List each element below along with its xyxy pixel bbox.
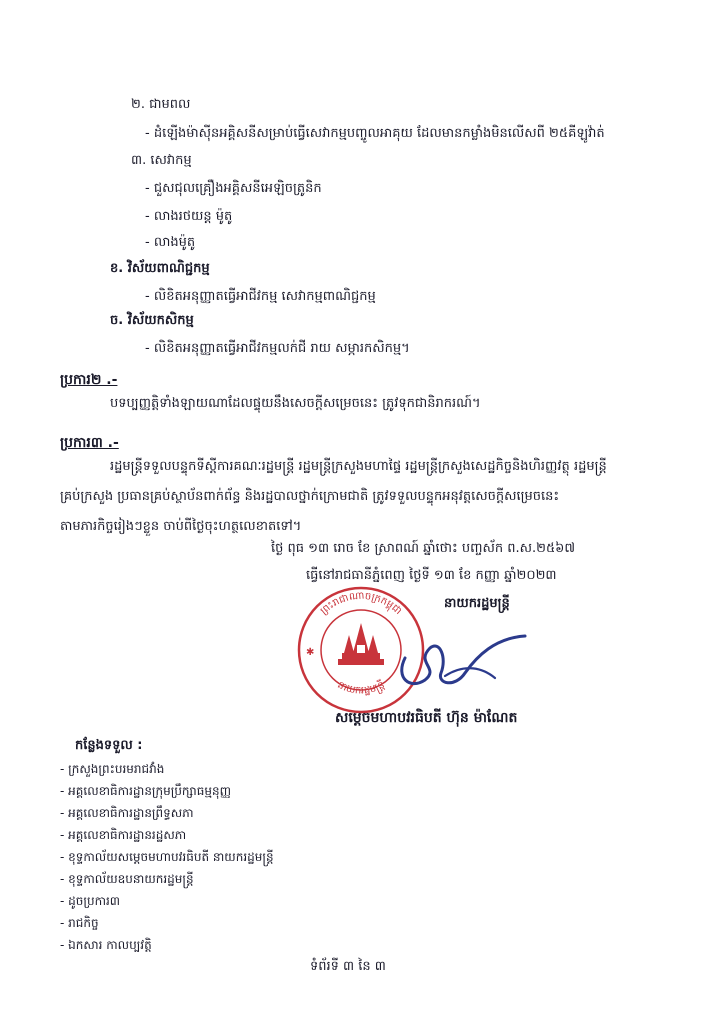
recipient-item: - ឯកសារ កាលប្បវត្តិ: [60, 938, 152, 952]
sector-c-line1: - លិខិតអនុញ្ញាតធ្វើអាជីវកម្មលក់ជី រាយ សម្ភារកសិកម្ម។: [145, 341, 410, 356]
seal-star-left: ✱: [306, 647, 315, 658]
article2-text: បទប្បញ្ញត្តិទាំងឡាយណាដែលផ្ទុយនឹងសេចក្តីសម្រេចនេះ ត្រូវទុកជានិរាករណ៍។: [110, 396, 481, 411]
article3-paragraph: [60, 452, 665, 542]
signatory-name: សម្តេចមហាបវរធិបតី ហ៊ុន ម៉ាណែត: [335, 710, 518, 726]
recipient-item: - រាជកិច្ច: [60, 916, 99, 930]
item3-line3: - លាងម៉ូតូ: [145, 235, 196, 250]
recipient-item: - អគ្គលេខាធិការដ្ឋានព្រឹទ្ធសភា: [60, 806, 194, 820]
recipient-item: - ក្រសួងព្រះបរមរាជវាំង: [60, 762, 165, 776]
sector-b-heading: ខ. វិស័យពាណិជ្ជកម្ម: [110, 261, 210, 276]
recipient-item: - អគ្គលេខាធិការដ្ឋានក្រុមប្រឹក្សាធម្មនុញ្ញ: [60, 784, 232, 798]
recipient-item: - ដូចប្រការ៣: [60, 894, 121, 908]
page-number: ទំព័រទី ៣ នៃ ៣: [310, 959, 386, 974]
recipients-heading: កន្លែងទទួល :: [75, 738, 143, 753]
seal-bottom-text: នាយករដ្ឋមន្ត្រី: [335, 679, 387, 697]
sector-b-line1: - លិខិតអនុញ្ញាតធ្វើអាជីវកម្ម សេវាកម្មពាណិជ្ជកម្ម: [145, 289, 376, 304]
seal-top-text: ព្រះរាជាណាចក្រកម្ពុជា: [318, 590, 404, 618]
item2-heading: ២. ជាមពល: [131, 97, 191, 112]
item2-line1: - ដំឡើងម៉ាស៊ីនអគ្គិសនីសម្រាប់ធ្វើសេវាកម្មបញ្ចូលអាគុយ ដែលមានកម្លាំងមិនលើសពី ២៥គីឡូវ៉ាត់: [145, 126, 605, 141]
article3-line1: រដ្ឋមន្ត្រីទទួលបន្ទុកទីស្តីការគណៈរដ្ឋមន្ត្រី រដ្ឋមន្ត្រីក្រសួងមហាផ្ទៃ រដ្ឋមន្ត្រីក្រសួងសេដ្ឋកិច្ចនិងហិរញ្ញវត្ថុ រដ្ឋមន្ត្រី: [110, 459, 607, 474]
recipient-item: - អគ្គលេខាធិការដ្ឋានរដ្ឋសភា: [60, 828, 187, 842]
sector-c-heading: ច. វិស័យកសិកម្ម: [110, 313, 194, 328]
article3-title: ប្រការ៣ .-: [60, 435, 119, 451]
article2-title: ប្រការ២ .-: [60, 372, 118, 388]
item3-line1: - ជួសជុលគ្រឿងអគ្គិសនីអេឡិចត្រូនិក: [145, 181, 322, 196]
office-title: នាយករដ្ឋមន្ត្រី: [444, 596, 510, 611]
angkor-temple-icon: [338, 623, 384, 665]
handwritten-signature: [385, 618, 535, 698]
solar-date: ធ្វើនៅរាជធានីភ្នំពេញ ថ្ងៃទី ១៣ ខែ កញ្ញា ឆ្នាំ២០២៣: [306, 568, 557, 583]
item3-heading: ៣. សេវាកម្ម: [131, 153, 192, 168]
article3-line3: តាមភារកិច្ចរៀងៗខ្លួន ចាប់ពីថ្ងៃចុះហត្ថលេខាតទៅ។: [60, 519, 302, 534]
lunar-date: ថ្ងៃ ពុធ ១៣ រោច ខែ ស្រាពណ៍ ឆ្នាំថោះ បញ្ចស័ក ព.ស.២៥៦៧: [271, 541, 576, 556]
recipient-item: - ខុទ្ទកាល័យឧបនាយករដ្ឋមន្ត្រី: [60, 872, 194, 886]
recipient-item: - ខុទ្ទកាល័យសម្តេចមហាបវរធិបតី នាយករដ្ឋមន្ត្រី: [60, 850, 274, 864]
article3-line2: គ្រប់ក្រសួង ប្រធានគ្រប់ស្ថាប័នពាក់ព័ន្ធ និងរដ្ឋបាលថ្នាក់ក្រោមជាតិ ត្រូវទទួលបន្ទុកអនុវត្តសេចក្តីសម្រេចនេះ: [60, 489, 560, 504]
item3-line2: - លាងរថយន្ត ម៉ូតូ: [145, 209, 233, 224]
